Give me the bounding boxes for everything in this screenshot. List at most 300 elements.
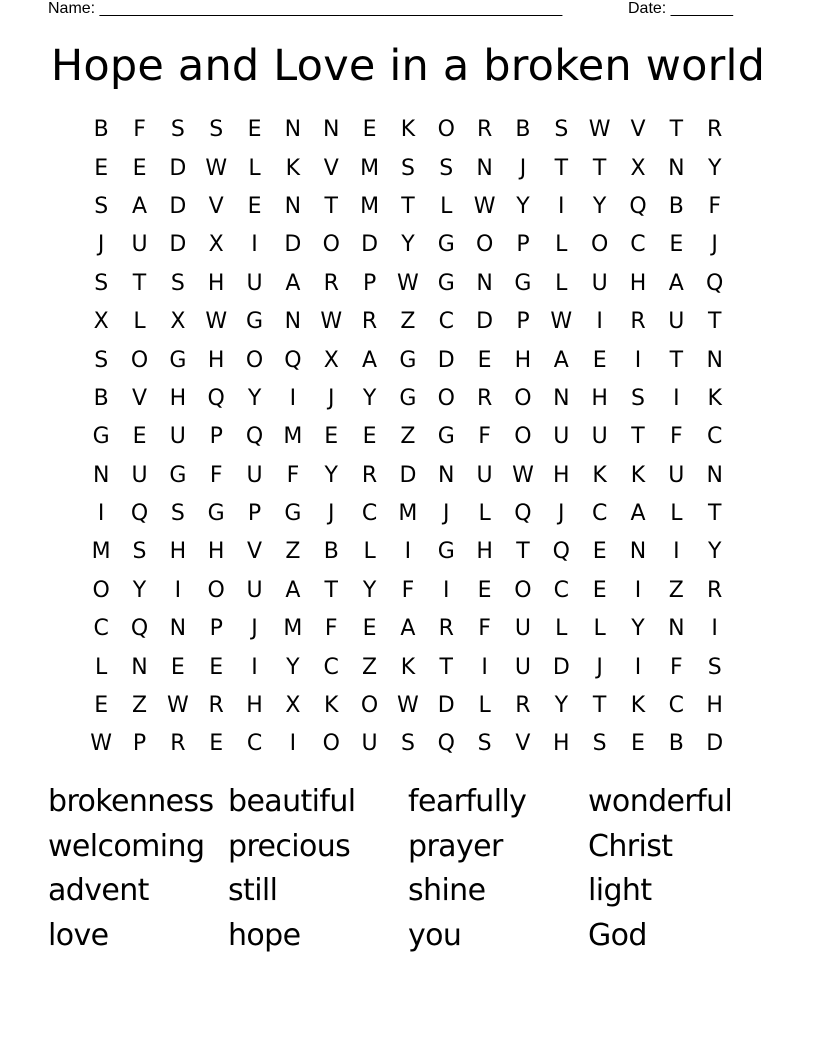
grid-letter: N: [476, 155, 493, 181]
grid-letter: V: [323, 155, 339, 181]
grid-letter: O: [130, 347, 149, 373]
grid-letter: U: [591, 270, 608, 296]
grid-letter: N: [706, 347, 723, 373]
grid-letter: G: [246, 309, 264, 335]
grid-row: [82, 648, 734, 686]
word-bank-word: wonderful: [588, 784, 733, 820]
grid-letter: Z: [400, 309, 416, 335]
grid-letter: X: [323, 347, 339, 373]
grid-letter: G: [399, 347, 417, 373]
grid-letter: C: [438, 309, 454, 335]
word-bank-word: brokenness: [48, 784, 214, 820]
grid-letter: Y: [247, 385, 262, 411]
grid-row: [82, 533, 734, 571]
grid-letter: B: [323, 539, 339, 565]
grid-letter: G: [92, 424, 110, 450]
grid-letter: U: [246, 462, 263, 488]
grid-letter: Q: [706, 270, 724, 296]
word-bank: [48, 780, 788, 958]
grid-letter: F: [209, 462, 223, 488]
grid-letter: A: [285, 270, 301, 296]
word-bank-word: still: [228, 873, 278, 909]
grid-letter: C: [553, 577, 569, 603]
grid-letter: I: [558, 193, 565, 219]
grid-row: [82, 188, 734, 226]
grid-letter: Q: [284, 347, 302, 373]
grid-letter: S: [400, 155, 415, 181]
grid-letter: O: [475, 232, 494, 258]
grid-letter: E: [170, 654, 185, 680]
grid-letter: C: [706, 424, 723, 450]
grid-letter: M: [283, 616, 303, 642]
grid-letter: E: [477, 347, 492, 373]
grid-letter: K: [400, 654, 416, 680]
grid-letter: E: [362, 117, 377, 143]
grid-letter: O: [92, 577, 110, 603]
grid-letter: T: [324, 193, 338, 219]
grid-letter: S: [209, 117, 224, 143]
grid-letter: V: [208, 193, 224, 219]
grid-letter: Y: [707, 539, 722, 565]
grid-letter: V: [630, 117, 646, 143]
grid-row: [82, 303, 734, 341]
grid-row: [82, 380, 734, 418]
grid-letter: A: [285, 577, 301, 603]
grid-letter: S: [170, 117, 185, 143]
grid-letter: K: [630, 462, 646, 488]
grid-letter: S: [439, 155, 454, 181]
grid-row: [82, 610, 734, 648]
grid-letter: I: [251, 654, 258, 680]
grid-letter: J: [97, 232, 105, 258]
grid-letter: N: [323, 117, 340, 143]
grid-letter: E: [362, 616, 377, 642]
grid-letter: H: [553, 462, 570, 488]
grid-letter: S: [170, 270, 185, 296]
grid-letter: V: [247, 539, 263, 565]
grid-letter: L: [478, 501, 491, 527]
grid-letter: F: [324, 616, 338, 642]
grid-letter: O: [245, 347, 264, 373]
grid-letter: I: [634, 347, 642, 373]
grid-letter: X: [208, 232, 224, 258]
grid-letter: T: [132, 270, 147, 296]
grid-letter: L: [555, 270, 568, 296]
grid-letter: S: [592, 731, 607, 757]
grid-letter: D: [437, 693, 455, 719]
grid-letter: N: [668, 155, 685, 181]
grid-letter: U: [131, 232, 148, 258]
grid-letter: K: [630, 693, 646, 719]
grid-letter: K: [285, 155, 301, 181]
grid-letter: U: [476, 462, 493, 488]
grid-letter: U: [514, 616, 531, 642]
grid-letter: H: [169, 539, 187, 565]
grid-letter: J: [327, 385, 335, 411]
word-bank-word: fearfully: [408, 784, 527, 820]
grid-letter: S: [94, 270, 109, 296]
word-bank-word: Christ: [588, 828, 673, 864]
grid-letter: K: [592, 462, 607, 488]
grid-letter: U: [361, 731, 378, 757]
grid-letter: U: [668, 309, 685, 335]
grid-letter: T: [631, 424, 645, 450]
grid-letter: R: [707, 117, 723, 143]
name-field-label: Name: ____________________________________________________: [48, 0, 563, 17]
grid-letter: P: [516, 309, 530, 335]
grid-letter: O: [360, 693, 379, 719]
grid-letter: E: [247, 117, 262, 143]
word-bank-word: hope: [228, 918, 301, 954]
grid-letter: G: [399, 385, 417, 411]
grid-letter: S: [400, 731, 415, 757]
grid-letter: N: [92, 462, 110, 488]
grid-row: [82, 226, 734, 264]
grid-letter: E: [592, 577, 607, 603]
grid-letter: J: [251, 616, 258, 642]
grid-letter: L: [133, 309, 146, 335]
grid-letter: O: [514, 385, 532, 411]
grid-letter: F: [670, 424, 683, 450]
grid-letter: N: [284, 309, 302, 335]
grid-letter: E: [592, 347, 607, 373]
word-bank-word: advent: [48, 873, 149, 909]
grid-letter: H: [246, 693, 263, 719]
grid-letter: F: [478, 424, 491, 450]
grid-letter: F: [478, 616, 491, 642]
grid-letter: A: [553, 347, 569, 373]
grid-letter: W: [166, 693, 189, 719]
grid-letter: O: [514, 424, 532, 450]
grid-letter: Y: [592, 193, 607, 219]
grid-letter: N: [284, 193, 302, 219]
grid-letter: T: [707, 501, 722, 527]
grid-letter: I: [673, 385, 680, 411]
grid-letter: H: [207, 347, 225, 373]
grid-letter: T: [592, 155, 607, 181]
grid-letter: H: [207, 539, 225, 565]
grid-letter: N: [553, 385, 570, 411]
grid-letter: I: [404, 539, 412, 565]
grid-letter: K: [400, 117, 416, 143]
grid-letter: N: [706, 462, 723, 488]
grid-letter: C: [361, 501, 378, 527]
grid-letter: G: [514, 270, 532, 296]
grid-letter: Q: [130, 501, 149, 527]
grid-letter: D: [476, 309, 494, 335]
grid-letter: D: [706, 731, 724, 757]
grid-letter: O: [207, 577, 225, 603]
grid-row: [82, 457, 734, 495]
grid-row: [82, 495, 734, 533]
grid-letter: R: [476, 117, 493, 143]
grid-letter: C: [246, 731, 263, 757]
grid-letter: Y: [362, 385, 377, 411]
grid-letter: N: [131, 654, 148, 680]
grid-letter: N: [438, 462, 455, 488]
grid-letter: L: [248, 155, 261, 181]
grid-letter: A: [400, 616, 416, 642]
grid-letter: O: [590, 232, 609, 258]
grid-letter: E: [477, 577, 492, 603]
grid-row: [82, 341, 734, 379]
grid-letter: Y: [401, 232, 415, 258]
grid-letter: B: [668, 731, 684, 757]
date-field-label: Date: _______: [628, 0, 733, 17]
grid-letter: G: [207, 501, 225, 527]
grid-letter: E: [592, 539, 607, 565]
grid-letter: D: [169, 232, 187, 258]
grid-letter: G: [437, 539, 455, 565]
grid-letter: H: [207, 270, 225, 296]
grid-letter: H: [591, 385, 608, 411]
grid-letter: J: [443, 501, 450, 527]
grid-letter: D: [552, 654, 570, 680]
grid-letter: A: [668, 270, 684, 296]
grid-letter: W: [473, 193, 496, 219]
word-bank-row: [48, 914, 788, 959]
grid-letter: R: [323, 270, 339, 296]
grid-letter: H: [169, 385, 187, 411]
grid-letter: T: [592, 693, 607, 719]
grid-letter: I: [673, 539, 680, 565]
header-line: [48, 0, 748, 20]
grid-letter: C: [93, 616, 109, 642]
grid-letter: C: [323, 654, 339, 680]
grid-letter: R: [170, 731, 186, 757]
grid-row: [82, 111, 734, 149]
grid-letter: P: [209, 424, 223, 450]
grid-letter: L: [478, 693, 491, 719]
grid-letter: U: [246, 577, 263, 603]
grid-letter: G: [284, 501, 302, 527]
grid-letter: M: [360, 155, 380, 181]
grid-letter: W: [397, 693, 419, 719]
word-bank-word: welcoming: [48, 828, 205, 864]
grid-letter: T: [707, 309, 722, 335]
grid-letter: W: [205, 155, 228, 181]
grid-letter: Y: [707, 155, 722, 181]
grid-letter: F: [670, 654, 683, 680]
grid-letter: N: [476, 270, 493, 296]
grid-letter: A: [362, 347, 378, 373]
grid-letter: T: [669, 117, 684, 143]
grid-letter: E: [669, 232, 684, 258]
grid-letter: A: [131, 193, 148, 219]
grid-letter: J: [711, 232, 718, 258]
grid-letter: W: [320, 309, 343, 335]
grid-letter: F: [286, 462, 300, 488]
grid-letter: T: [554, 155, 569, 181]
grid-letter: T: [669, 347, 684, 373]
grid-letter: U: [169, 424, 186, 450]
grid-letter: Q: [130, 616, 149, 642]
grid-letter: B: [515, 117, 531, 143]
grid-letter: P: [209, 616, 223, 642]
grid-row: [82, 418, 734, 456]
grid-letter: O: [514, 577, 532, 603]
grid-letter: F: [401, 577, 415, 603]
grid-letter: Q: [514, 501, 532, 527]
grid-letter: N: [629, 539, 647, 565]
grid-row: [82, 572, 734, 610]
grid-letter: S: [170, 501, 185, 527]
grid-letter: G: [437, 424, 455, 450]
grid-letter: U: [246, 270, 263, 296]
grid-letter: R: [361, 462, 378, 488]
word-bank-word: beautiful: [228, 784, 356, 820]
grid-letter: I: [481, 654, 488, 680]
grid-letter: J: [327, 501, 335, 527]
grid-letter: B: [668, 193, 684, 219]
grid-letter: M: [283, 424, 303, 450]
grid-letter: R: [438, 616, 454, 642]
grid-letter: H: [514, 347, 532, 373]
grid-letter: Q: [245, 424, 264, 450]
grid-letter: S: [94, 193, 109, 219]
grid-letter: J: [519, 155, 527, 181]
grid-letter: I: [634, 654, 642, 680]
grid-letter: I: [634, 577, 642, 603]
grid-letter: I: [174, 577, 182, 603]
word-bank-row: [48, 869, 788, 914]
grid-letter: N: [668, 616, 685, 642]
grid-letter: I: [596, 309, 603, 335]
grid-letter: I: [289, 731, 297, 757]
grid-letter: E: [631, 731, 645, 757]
grid-letter: S: [94, 347, 109, 373]
grid-letter: O: [322, 731, 340, 757]
grid-letter: R: [630, 309, 646, 335]
grid-letter: N: [169, 616, 187, 642]
grid-letter: L: [555, 616, 568, 642]
grid-letter: D: [437, 347, 455, 373]
grid-letter: U: [668, 462, 685, 488]
grid-letter: D: [284, 232, 302, 258]
grid-letter: D: [361, 232, 379, 258]
word-bank-word: prayer: [408, 828, 503, 864]
grid-letter: Y: [324, 462, 338, 488]
grid-letter: D: [399, 462, 417, 488]
grid-letter: I: [97, 501, 105, 527]
grid-letter: E: [94, 693, 109, 719]
grid-letter: Z: [668, 577, 684, 603]
word-bank-word: you: [408, 918, 462, 954]
grid-letter: L: [555, 232, 568, 258]
grid-letter: E: [132, 424, 147, 450]
grid-letter: C: [668, 693, 685, 719]
grid-letter: E: [132, 155, 147, 181]
grid-letter: S: [132, 539, 147, 565]
grid-letter: C: [630, 232, 646, 258]
grid-letter: C: [591, 501, 608, 527]
grid-letter: G: [437, 270, 455, 296]
grid-letter: W: [205, 309, 228, 335]
grid-letter: S: [554, 117, 569, 143]
grid-letter: S: [707, 654, 722, 680]
grid-letter: L: [440, 193, 453, 219]
grid-letter: I: [289, 385, 297, 411]
word-bank-word: love: [48, 918, 109, 954]
grid-letter: B: [93, 117, 109, 143]
grid-letter: Z: [285, 539, 301, 565]
grid-letter: N: [284, 117, 302, 143]
grid-letter: Z: [131, 693, 148, 719]
grid-letter: U: [131, 462, 148, 488]
grid-letter: G: [169, 347, 187, 373]
grid-letter: W: [588, 117, 611, 143]
grid-letter: Y: [631, 616, 645, 642]
word-bank-row: [48, 780, 788, 825]
grid-letter: R: [476, 385, 493, 411]
grid-letter: Q: [629, 193, 647, 219]
grid-letter: E: [94, 155, 109, 181]
grid-row: [82, 265, 734, 303]
grid-letter: T: [401, 193, 415, 219]
word-bank-word: precious: [228, 828, 351, 864]
grid-letter: V: [131, 385, 148, 411]
grid-letter: Z: [400, 424, 416, 450]
grid-letter: Q: [207, 385, 225, 411]
grid-letter: V: [515, 731, 531, 757]
grid-letter: B: [93, 385, 109, 411]
grid-letter: P: [516, 232, 530, 258]
grid-letter: Q: [552, 539, 570, 565]
word-bank-word: shine: [408, 873, 486, 909]
grid-letter: P: [132, 731, 147, 757]
grid-letter: H: [706, 693, 723, 719]
grid-letter: A: [630, 501, 646, 527]
grid-letter: L: [363, 539, 376, 565]
grid-letter: L: [95, 654, 108, 680]
grid-letter: D: [169, 193, 187, 219]
grid-letter: O: [437, 117, 455, 143]
grid-letter: G: [437, 232, 455, 258]
puzzle-title: Hope and Love in a broken world: [50, 41, 766, 91]
grid-letter: X: [170, 309, 186, 335]
grid-letter: X: [630, 155, 646, 181]
grid-letter: G: [169, 462, 187, 488]
grid-letter: E: [209, 654, 224, 680]
grid-row: [82, 149, 734, 187]
grid-letter: T: [439, 654, 453, 680]
grid-letter: L: [593, 616, 606, 642]
grid-letter: W: [550, 309, 573, 335]
grid-letter: T: [516, 539, 530, 565]
grid-letter: I: [711, 616, 718, 642]
grid-letter: Y: [286, 654, 300, 680]
word-bank-word: light: [588, 873, 652, 909]
grid-letter: E: [247, 193, 262, 219]
grid-letter: I: [443, 577, 450, 603]
grid-letter: F: [133, 117, 146, 143]
grid-letter: M: [360, 193, 380, 219]
grid-letter: Z: [362, 654, 378, 680]
grid-letter: R: [208, 693, 224, 719]
grid-letter: M: [91, 539, 111, 565]
grid-letter: R: [361, 309, 378, 335]
grid-letter: H: [629, 270, 647, 296]
grid-letter: S: [477, 731, 492, 757]
grid-letter: P: [362, 270, 377, 296]
grid-row: [82, 687, 734, 725]
grid-letter: Y: [362, 577, 377, 603]
grid-letter: O: [437, 385, 455, 411]
letter-grid: [82, 111, 734, 764]
grid-letter: X: [285, 693, 301, 719]
grid-letter: O: [322, 232, 340, 258]
grid-letter: Y: [132, 577, 147, 603]
